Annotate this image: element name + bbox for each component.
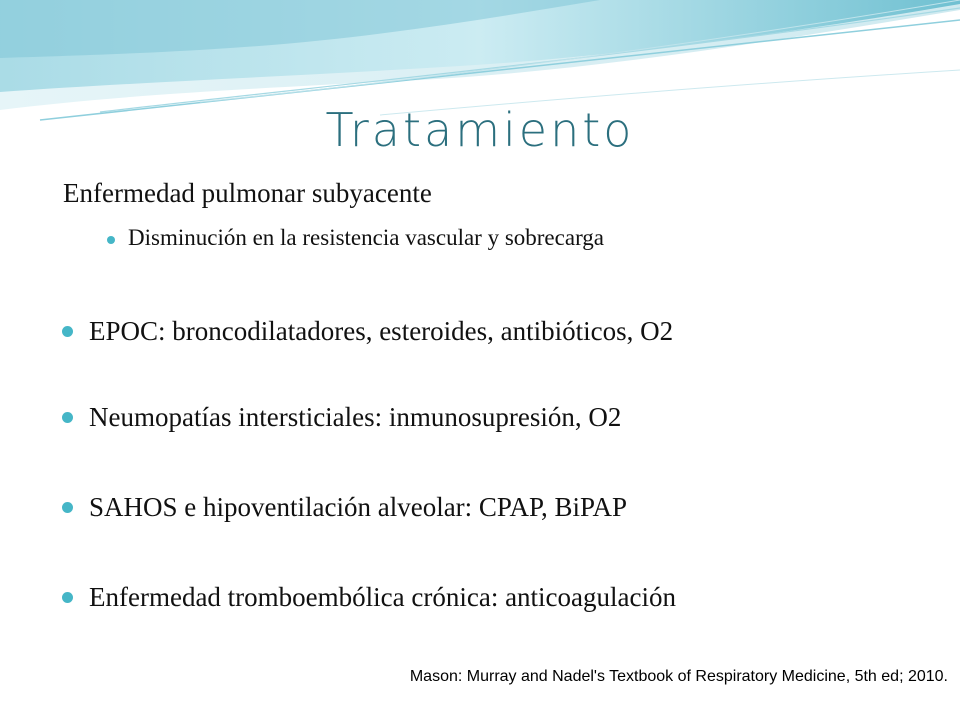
bullet-icon — [62, 326, 73, 337]
citation: Mason: Murray and Nadel's Textbook of Respiratory Medicine, 5th ed; 2010. — [409, 668, 948, 685]
bullet-icon — [62, 592, 73, 603]
bullet-icon — [62, 502, 73, 513]
bullet-icon — [107, 236, 115, 244]
heading-underlying-disease: Enfermedad pulmonar subyacente — [63, 178, 432, 208]
bullet-epoc: EPOC: broncodilatadores, esteroides, antibióticos, O2 — [89, 316, 674, 346]
bullet-neumopatias: Neumopatías intersticiales: inmunosupresión, O2 — [89, 402, 622, 432]
sub-bullet-text: Disminución en la resistencia vascular y sobrecarga — [128, 225, 605, 250]
bullet-tromboembolica: Enfermedad tromboembólica crónica: anticoagulación — [89, 582, 676, 612]
slide-title: Tratamiento — [325, 103, 635, 157]
bullet-sahos: SAHOS e hipoventilación alveolar: CPAP, BiPAP — [89, 492, 628, 522]
bullet-icon — [62, 412, 73, 423]
